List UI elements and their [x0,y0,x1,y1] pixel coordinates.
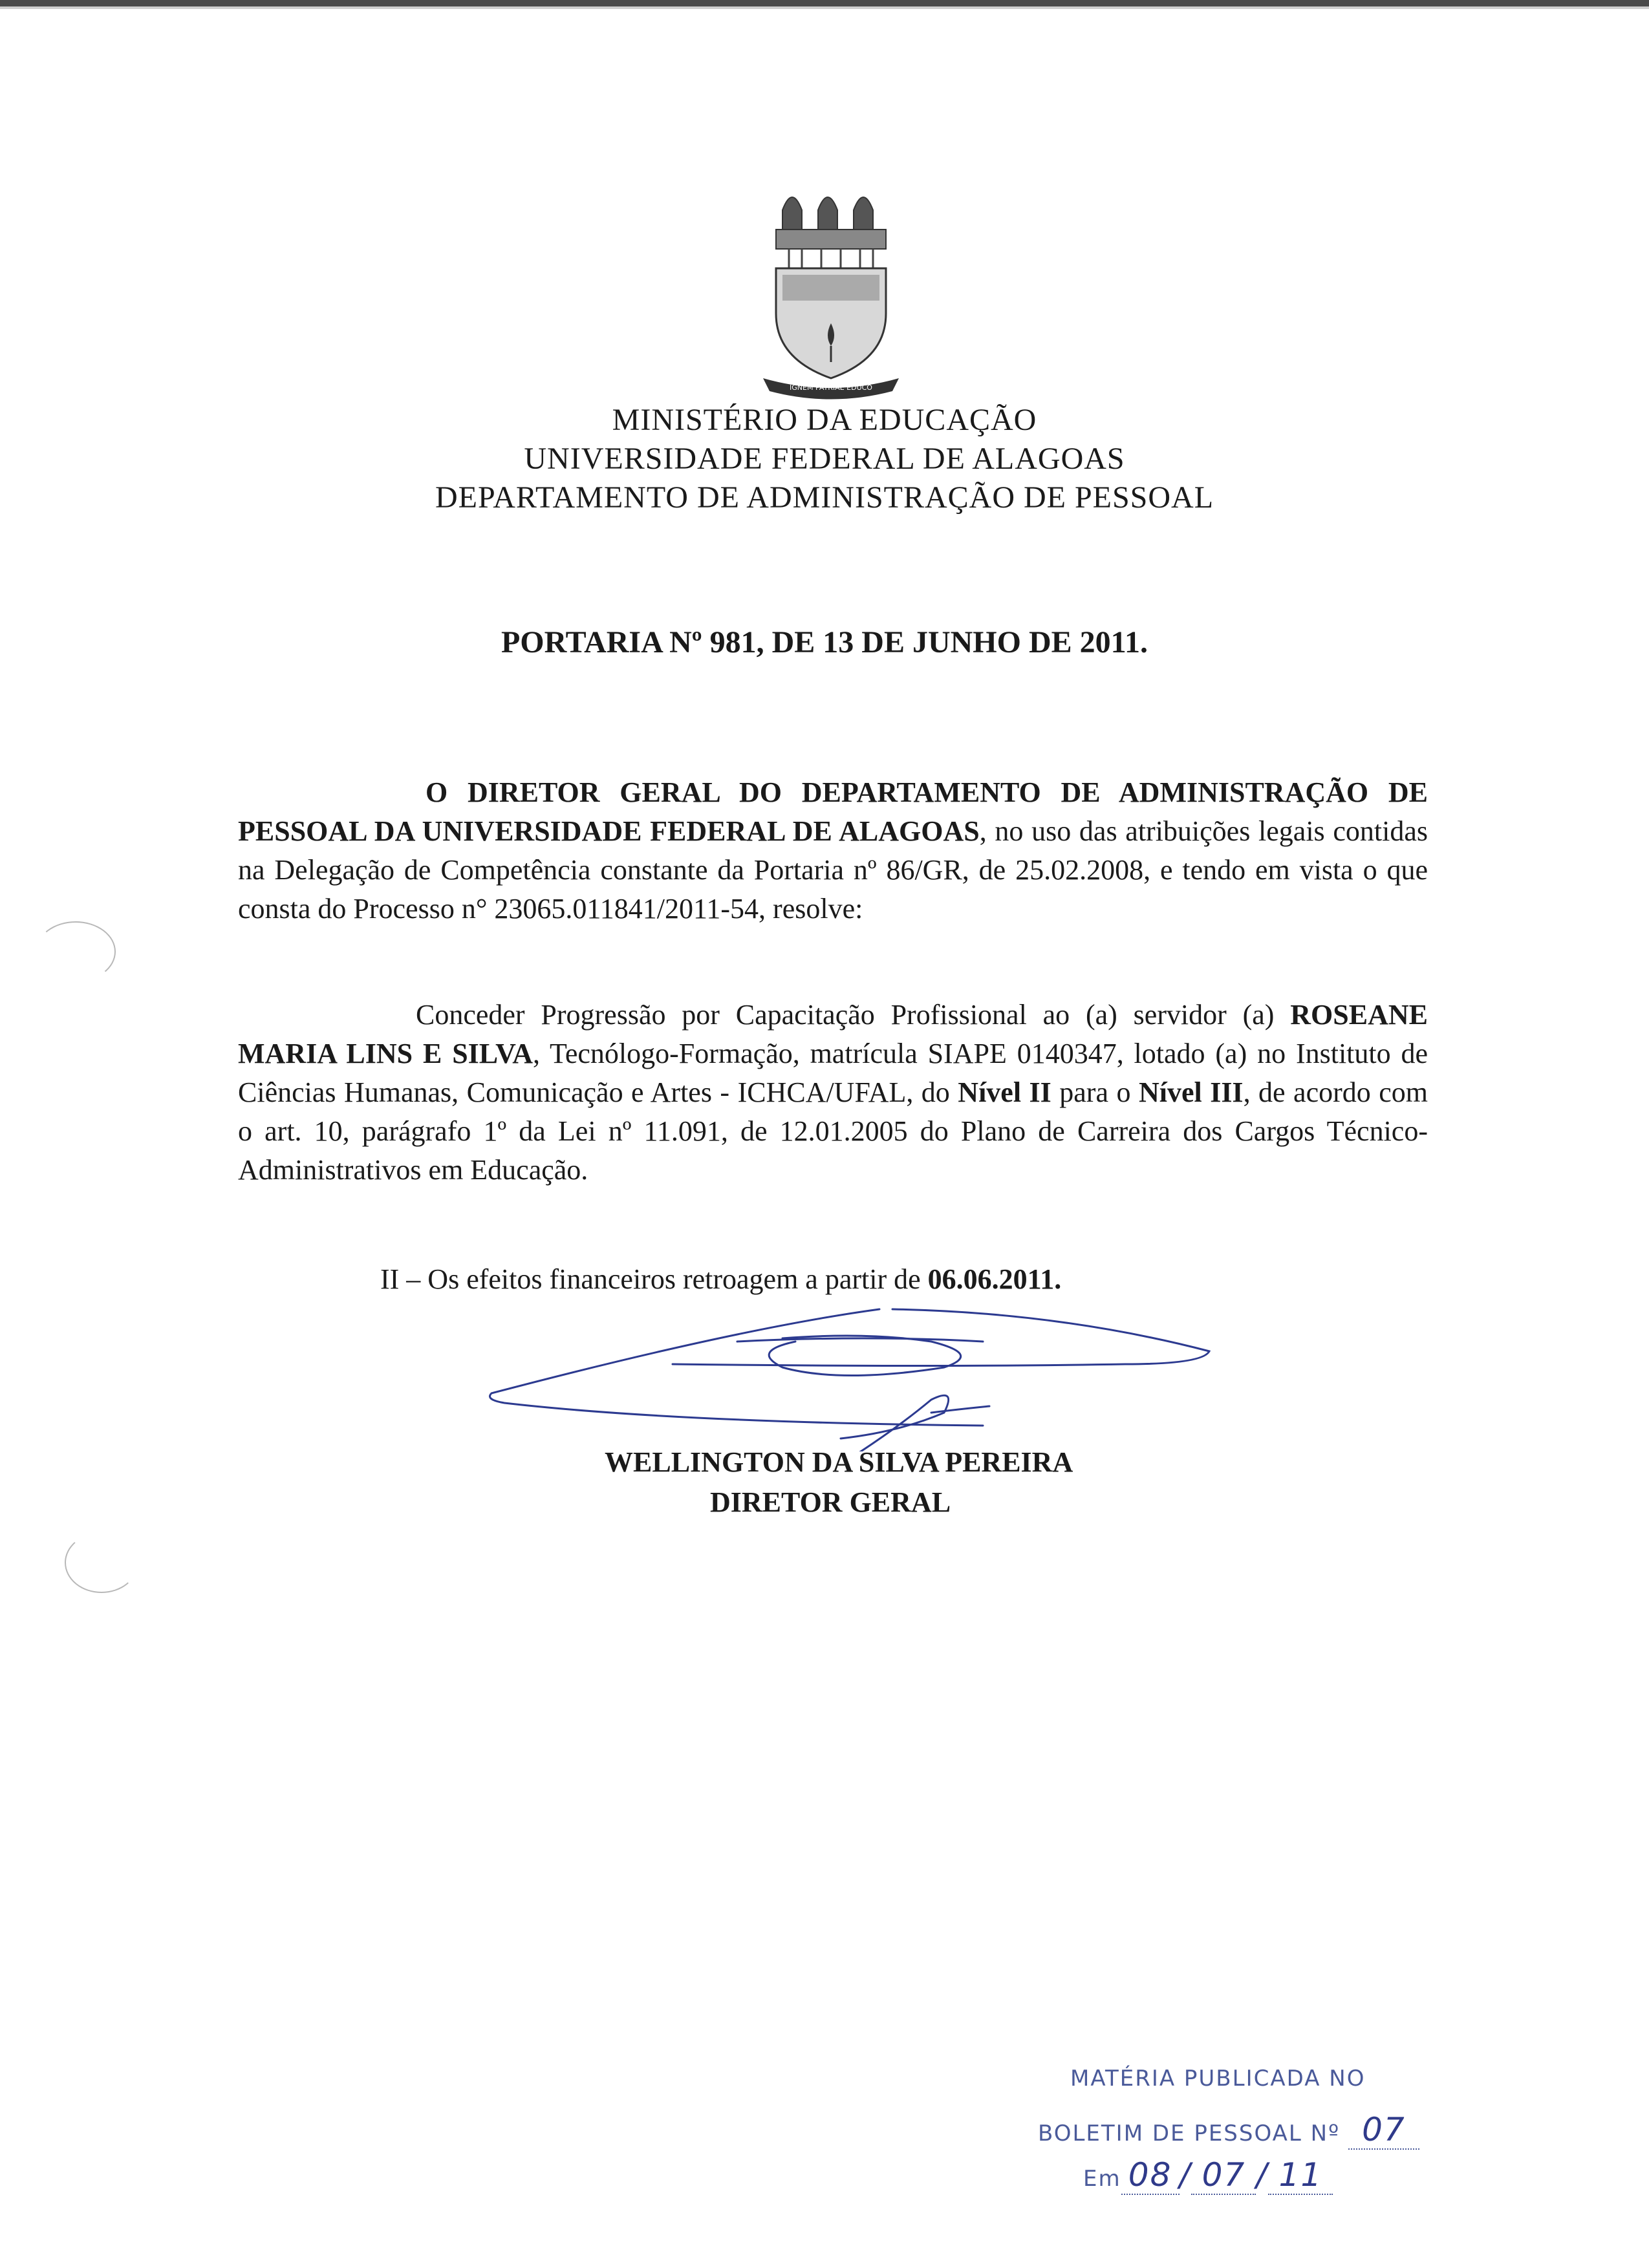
header-department: DEPARTAMENTO DE ADMINISTRAÇÃO DE PESSOAL [435,480,1214,515]
article-2-date: 06.06.2011. [927,1263,1062,1295]
stamp-day: 08 [1121,2156,1180,2195]
punch-hole-mark [65,1532,138,1593]
stamp-line-1: MATÉRIA PUBLICADA NO [1070,2066,1366,2091]
signatory-role: DIRETOR GERAL [710,1486,951,1518]
article-1-details: , Tecnólogo-Formação, matrícula SIAPE 0140347, lotado (a) no Instituto de Ciências Humanas, Comunicação e Artes - ICHCA/UFAL, do [238,1038,1428,1108]
document-title: PORTARIA Nº 981, DE 13 DE JUNHO DE 2011. [501,625,1148,659]
article-2-text: II – Os efeitos financeiros retroagem a partir de [380,1263,928,1295]
to-level: Nível III [1138,1076,1244,1108]
signatory-name: WELLINGTON DA SILVA PEREIRA [605,1446,1073,1478]
employee-name: ROSEANE MARIA LINS E SILVA [238,999,1428,1069]
stamp-date-separator: / [1256,2156,1269,2194]
scan-edge-shadow [0,6,1649,9]
from-level: Nível II [958,1076,1051,1108]
article-1-legal: , de acordo com o art. 10, parágrafo 1º da Lei nº 11.091, de 12.01.2005 do Plano de Carreira dos Cargos Técnico-Administrativos em Educação. [238,1076,1428,1186]
stamp-bulletin-label: BOLETIM DE PESSOAL Nº [1038,2121,1341,2146]
header-ministry: MINISTÉRIO DA EDUCAÇÃO [612,403,1037,437]
publication-stamp [1028,2066,1468,2201]
article-2-paragraph [380,1263,1061,1296]
stamp-year: 11 [1268,2156,1333,2195]
stamp-bulletin-number: 07 [1348,2111,1419,2150]
article-1-para: para o [1051,1076,1139,1108]
ufal-coat-of-arms-icon [763,184,899,401]
stamp-month: 07 [1191,2156,1256,2195]
punch-hole-mark [36,921,116,982]
preamble-authority: O DIRETOR GERAL DO DEPARTAMENTO DE ADMINISTRAÇÃO DE PESSOAL DA UNIVERSIDADE FEDERAL DE ALAGOAS [238,776,1428,847]
stamp-line-2 [1038,2111,1419,2150]
preamble-text: , no uso das atribuições legais contidas na Delegação de Competência constante da Portaria nº 86/GR, de 25.02.2008, e tendo em vista o que consta do Processo n° 23065.011841/2011-54, resolve: [238,815,1428,925]
article-1-paragraph [238,996,1428,1190]
scan-top-edge [0,0,1649,6]
handwritten-signature [479,1303,1229,1451]
stamp-date-prefix: Em [1083,2166,1121,2192]
preamble-paragraph [238,773,1428,928]
stamp-date-separator: / [1179,2156,1192,2194]
stamp-line-3 [1083,2156,1333,2195]
crest-motto: IGNEM PATRIAE EDUCO [790,383,872,392]
header-university: UNIVERSIDADE FEDERAL DE ALAGOAS [524,442,1125,476]
article-1-intro: Conceder Progressão por Capacitação Profissional ao (a) servidor (a) [416,999,1291,1031]
